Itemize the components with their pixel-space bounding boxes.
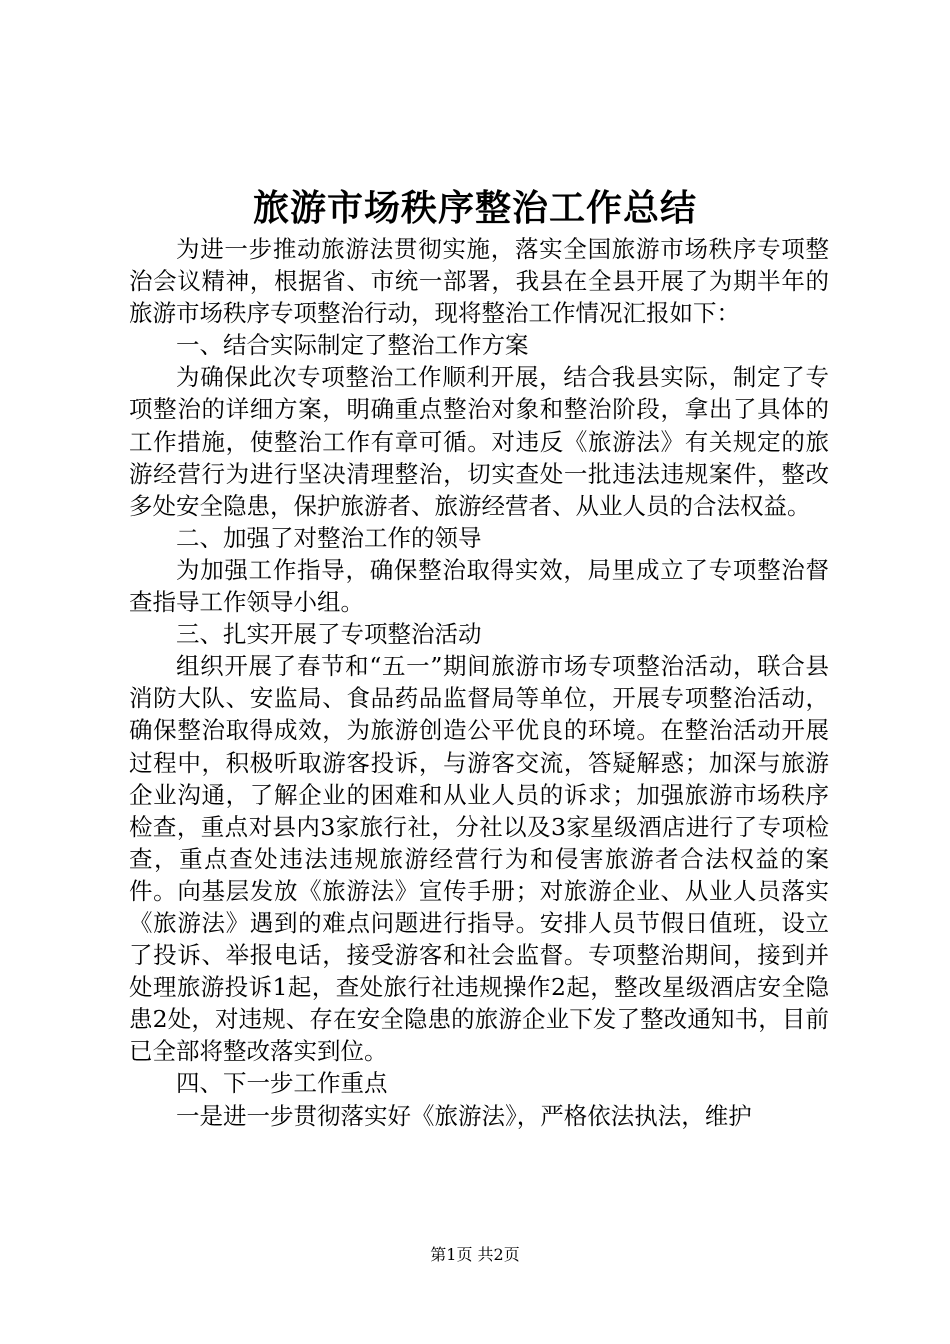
section-4-paragraph: 一是进一步贯彻落实好《旅游法》，严格依法执法，维护 xyxy=(176,1101,752,1130)
section-1-paragraph: 为确保此次专项整治工作顺利开展，结合我县实际，制定了专项整治的详细方案，明确重点整治对象和整治阶段，拿出了具体的工作措施，使整治工作有章可循。对违反《旅游法》有关规定的旅游经营行为进行坚决清理整治，切实查处一批违法违规案件，整改多处安全隐患，保护旅游者、旅游经营者、从业人员的合法权益。 xyxy=(129,363,829,520)
section-heading-3: 三、扎实开展了专项整治活动 xyxy=(176,620,482,649)
intro-paragraph: 为进一步推动旅游法贯彻实施，落实全国旅游市场秩序专项整治会议精神，根据省、市统一部署，我县在全县开展了为期半年的旅游市场秩序专项整治行动，现将整治工作情况汇报如下： xyxy=(129,235,829,328)
section-heading-2: 二、加强了对整治工作的领导 xyxy=(176,523,482,552)
document-body xyxy=(129,233,829,1132)
section-heading-1: 一、结合实际制定了整治工作方案 xyxy=(176,331,529,360)
section-heading-4: 四、下一步工作重点 xyxy=(176,1069,388,1098)
section-2-paragraph: 为加强工作指导，确保整治取得实效，局里成立了专项整治督查指导工作领导小组。 xyxy=(129,555,829,617)
page-indicator: 第1页 共2页 xyxy=(430,1245,520,1264)
section-3-paragraph: 组织开展了春节和“五一”期间旅游市场专项整治活动，联合县消防大队、安监局、食品药品监督局等单位，开展专项整治活动，确保整治取得成效，为旅游创造公平优良的环境。在整治活动开展过程中，积极听取游客投诉，与游客交流，答疑解惑；加深与旅游企业沟通，了解企业的困难和从业人员的诉求；加强旅游市场秩序检查，重点对县内3家旅行社，分社以及3家星级酒店进行了专项检查，重点查处违法违规旅游经营行为和侵害旅游者合法权益的案件。向基层发放《旅游法》宣传手册；对旅游企业、从业人员落实《旅游法》遇到的难点问题进行指导。安排人员节假日值班，设立了投诉、举报电话，接受游客和社会监督。专项整治期间，接到并处理旅游投诉1起，查处旅行社违规操作2起，整改星级酒店安全隐患2处，对违规、存在安全隐患的旅游企业下发了整改通知书，目前已全部将整改落实到位。 xyxy=(129,652,829,1066)
page-title: 旅游市场秩序整治工作总结 xyxy=(252,187,697,229)
